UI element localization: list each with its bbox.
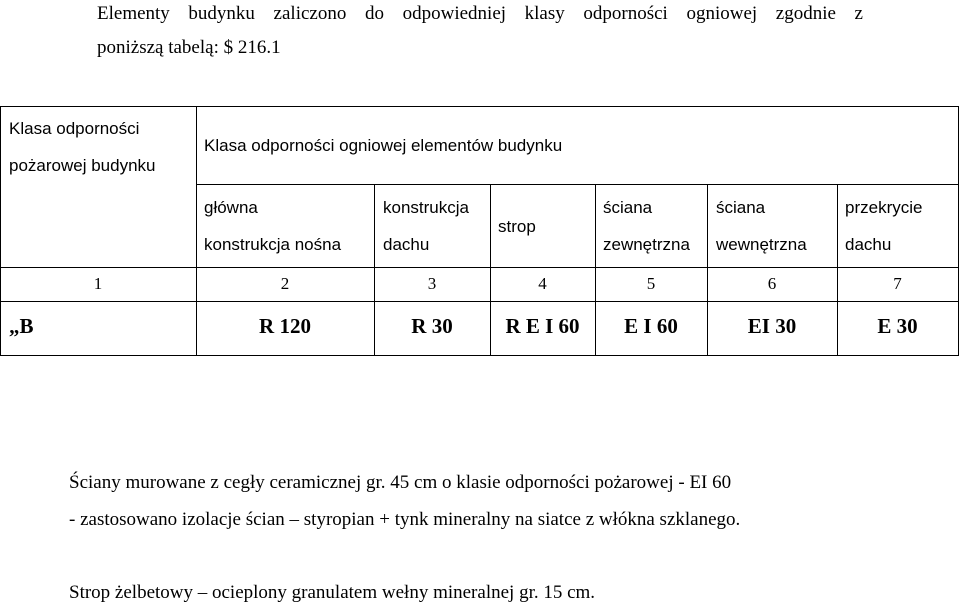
table-border-top: [0, 106, 959, 107]
intro-line-1: Elementy budynku zaliczono do odpowiedniej klasy odporności ogniowej zgodnie z: [97, 3, 863, 24]
table-border-numbers: [0, 301, 959, 302]
row-class-value: „B: [9, 314, 34, 338]
row-value-main-structure: R 120: [259, 314, 311, 338]
col-number-7: 7: [893, 274, 902, 293]
col-header-internal-wall-line1: ściana: [716, 198, 766, 217]
table-border-right: [958, 106, 959, 356]
col-header-main-structure-line2: konstrukcja nośna: [204, 235, 342, 254]
col-number-5: 5: [646, 274, 656, 293]
col-number-4: 4: [538, 274, 547, 293]
col-header-external-wall-line2: zewnętrzna: [603, 235, 690, 254]
header-class-line2: pożarowej budynku: [9, 156, 156, 175]
intro-line-2: poniższą tabelą: $ 216.1: [97, 37, 281, 58]
table-border-header: [196, 184, 959, 185]
table-border-bottom: [0, 355, 959, 356]
col-number-3: 3: [427, 274, 437, 293]
row-value-internal-wall: EI 30: [747, 314, 797, 338]
col-number-2: 2: [280, 274, 290, 293]
row-value-roof-structure: R 30: [411, 314, 453, 338]
col-header-roof-covering-line2: dachu: [845, 235, 892, 254]
col-number-6: 6: [767, 274, 777, 293]
note-insulation: - zastosowano izolacje ścian – styropian + tynk mineralny na siatce z włókna szklanego.: [69, 509, 741, 530]
note-walls: Ściany murowane z cegły ceramicznej gr. 45 cm o klasie odporności pożarowej - EI 60: [69, 472, 732, 493]
col-header-main-structure-line1: główna: [204, 198, 258, 217]
row-value-ceiling: R E I 60: [505, 314, 580, 338]
col-header-roof-structure-line2: dachu: [383, 235, 430, 254]
fire-resistance-table: [0, 106, 959, 356]
col-header-roof-covering-line1: przekrycie: [845, 198, 923, 217]
table-border-columns: [0, 267, 959, 268]
col-header-roof-structure-line1: konstrukcja: [383, 198, 469, 217]
note-ceiling: Strop żelbetowy – ocieplony granulatem wełny mineralnej gr. 15 cm.: [69, 582, 596, 603]
col-header-external-wall-line1: ściana: [603, 198, 653, 217]
row-value-external-wall: E I 60: [624, 314, 678, 338]
col-header-internal-wall-line2: wewnętrzna: [716, 235, 807, 254]
header-class-line1: Klasa odporności: [9, 119, 140, 138]
col-number-1: 1: [93, 274, 103, 293]
header-elements: Klasa odporności ogniowej elementów budynku: [204, 136, 563, 155]
table-border-left: [0, 106, 1, 356]
row-value-roof-covering: E 30: [877, 314, 918, 338]
col-header-ceiling: strop: [498, 217, 536, 236]
